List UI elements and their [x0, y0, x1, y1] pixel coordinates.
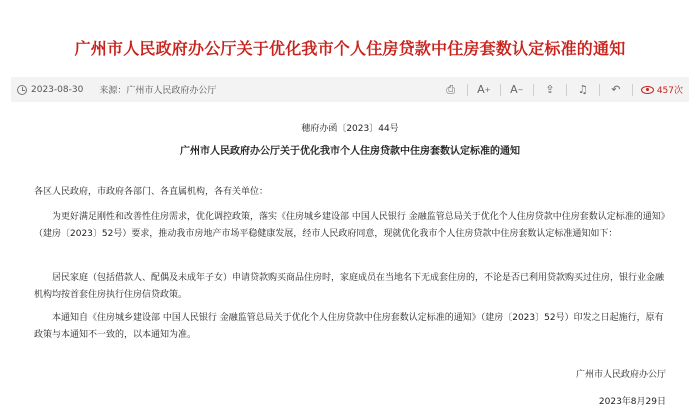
paragraph-3: 本通知自《住房城乡建设部 中国人民银行 金融监管总局关于优化个人住房贷款中住房套数认定标准的通知》（建房〔2023〕52号）印发之日起施行，原有政策与本通知不一致的，以本通知为准。 — [34, 313, 664, 340]
clock-icon — [17, 85, 27, 95]
paragraph-2: 居民家庭（包括借款人、配偶及未成年子女）申请贷款购买商品住房时，家庭成员在当地名下无成套住房的，不论是否已利用贷款购买过住房，银行业金融机构均按首套住房执行住房信贷政策。 — [34, 273, 665, 300]
document-heading: 广州市人民政府办公厅关于优化我市个人住房贷款中住房套数认定标准的通知 — [180, 146, 520, 157]
divider — [566, 84, 567, 96]
publish-date: 2023-08-30 — [31, 84, 84, 95]
signature-date: 2023年8月29日 — [598, 397, 666, 407]
toolbar-actions — [443, 82, 689, 98]
source-label: 来源：广州市人民政府办公厅 — [99, 86, 217, 96]
share-icon[interactable]: ⇪ — [545, 83, 555, 96]
signature-org: 广州市人民政府办公厅 — [575, 370, 666, 380]
article-toolbar — [11, 77, 689, 102]
view-count — [641, 83, 683, 96]
font-increase-icon[interactable]: A + — [477, 83, 491, 96]
eye-icon — [641, 86, 654, 94]
divider — [467, 84, 468, 96]
page-title: 广州市人民政府办公厅关于优化我市个人住房贷款中住房套数认定标准的通知 — [74, 39, 626, 58]
print-icon[interactable]: ⎙ — [446, 82, 456, 96]
divider — [599, 84, 600, 96]
font-decrease-icon[interactable]: A − — [510, 83, 524, 96]
back-icon[interactable]: ↶ — [611, 83, 621, 96]
paragraph-1: 为更好满足刚性和改善性住房需求，优化调控政策，落实《住房城乡建设部 中国人民银行 金融监管总局关于优化个人住房贷款中住房套数认定标准的通知》（建房〔2023〕52号）要求，推动我市房地产市场平稳健康发展，经市人民政府同意，现就优化我市个人住房贷款中住房套数认定标准通知如下： — [34, 212, 666, 239]
document-number: 穗府办函〔2023〕44号 — [301, 124, 399, 134]
listen-icon[interactable]: ♫ — [577, 83, 588, 96]
divider — [500, 84, 501, 96]
salutation: 各区人民政府，市政府各部门、各直属机构，各有关单位： — [34, 187, 269, 197]
article-meta — [11, 83, 216, 96]
view-count-label: 457次 — [656, 86, 683, 96]
divider — [632, 84, 633, 96]
divider — [533, 84, 534, 96]
